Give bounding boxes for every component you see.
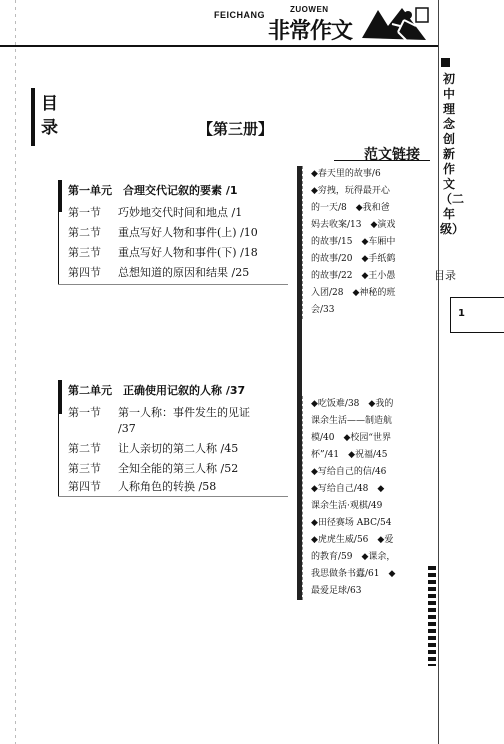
- link-line[interactable]: 的教育/59 ◆课余，: [311, 552, 396, 562]
- edge-stripes: [428, 566, 436, 666]
- unit2-bracket: [58, 380, 59, 496]
- link-line[interactable]: 妈去收案/13 ◆演戏: [311, 220, 396, 230]
- contents-heading: 目录: [41, 94, 58, 138]
- links-box1: [302, 166, 425, 319]
- unit1-item2-num: 第二节: [68, 226, 101, 239]
- link-line[interactable]: ◆写给自己/48 ◆: [311, 484, 385, 494]
- link-line[interactable]: ◆田径赛场 ABC/54: [311, 518, 392, 528]
- side-contents-label: 目录: [434, 269, 456, 282]
- unit2-item4-num: 第四节: [68, 480, 101, 493]
- link-line[interactable]: 课余生活——制造航: [311, 416, 393, 426]
- link-line[interactable]: 我思做条书蠹/61 ◆: [311, 569, 396, 579]
- link-line[interactable]: 最爱足球/63: [311, 586, 362, 596]
- unit2-item2-num: 第二节: [68, 442, 101, 455]
- page-number: 1: [458, 308, 465, 319]
- link-line[interactable]: 的一天/8 ◆我和爸: [311, 203, 390, 213]
- unit2-item1-page: /37: [118, 422, 136, 435]
- brand-chinese-title: 非常作文: [268, 19, 353, 44]
- link-line[interactable]: 的故事/22 ◆王小愚: [311, 271, 396, 281]
- left-margin-guide: [15, 0, 16, 744]
- link-line[interactable]: 模/40 ◆校园“世界: [311, 433, 392, 443]
- unit2-item3-num: 第三节: [68, 462, 101, 475]
- runner-logo-icon: [358, 6, 430, 42]
- unit1-bracket: [58, 180, 59, 284]
- unit2-item3-title: 全知全能的第三人称 /52: [118, 462, 239, 475]
- volume-label: 【第三册】: [198, 120, 274, 138]
- contents-bar: [31, 88, 35, 146]
- links-spine: [297, 300, 302, 396]
- link-line[interactable]: 会/33: [311, 305, 335, 315]
- link-line[interactable]: ◆吃饭难/38 ◆我的: [311, 399, 394, 409]
- links-header: 范文链接: [364, 147, 420, 163]
- unit1-item4-num: 第四节: [68, 266, 101, 279]
- unit1-item1-title: 巧妙地交代时间和地点 /1: [118, 206, 243, 219]
- side-book-title: 初中理念创新作文（二年级）: [440, 72, 465, 236]
- brand-english-right: ZUOWEN: [290, 5, 329, 14]
- unit1-item3-num: 第三节: [68, 246, 101, 259]
- link-line[interactable]: 入团/28 ◆神秘的班: [311, 288, 396, 298]
- link-line[interactable]: 的故事/20 ◆手纸鹤: [311, 254, 396, 264]
- link-line[interactable]: ◆穷拽，玩得最开心: [311, 186, 390, 196]
- unit1-title: 第一单元 合理交代记叙的要素 /1: [68, 184, 238, 197]
- unit1-item4-title: 总想知道的原因和结果 /25: [118, 266, 250, 279]
- brand-english-left: FEICHANG: [214, 10, 265, 20]
- header-rule: [0, 45, 438, 47]
- unit2-item1-num: 第一节: [68, 406, 101, 419]
- link-line[interactable]: 课余生活·观棋/49: [311, 501, 383, 511]
- link-line[interactable]: ◆虎虎生威/56 ◆爱: [311, 535, 394, 545]
- unit2-item2-title: 让人亲切的第二人称 /45: [118, 442, 239, 455]
- unit1-item3-title: 重点写好人物和事件(下) /18: [118, 246, 258, 259]
- unit2-item1-title: 第一人称：事件发生的见证: [118, 406, 250, 419]
- side-square-icon: [441, 58, 450, 67]
- link-line[interactable]: ◆写给自己的信/46: [311, 467, 387, 477]
- link-line[interactable]: 杯”/41 ◆祝福/45: [311, 450, 388, 460]
- links-box2: [302, 396, 425, 600]
- link-line[interactable]: ◆春天里的故事/6: [311, 169, 381, 179]
- unit2-title: 第二单元 正确使用记叙的人称 /37: [68, 384, 246, 397]
- link-line[interactable]: 的故事/15 ◆车厢中: [311, 237, 396, 247]
- side-divider: [438, 0, 439, 744]
- unit2-item4-title: 人称角色的转换 /58: [118, 480, 217, 493]
- unit2-underline: [58, 496, 288, 497]
- unit1-underline: [58, 284, 288, 285]
- unit1-item2-title: 重点写好人物和事件(上) /10: [118, 226, 258, 239]
- unit1-item1-num: 第一节: [68, 206, 101, 219]
